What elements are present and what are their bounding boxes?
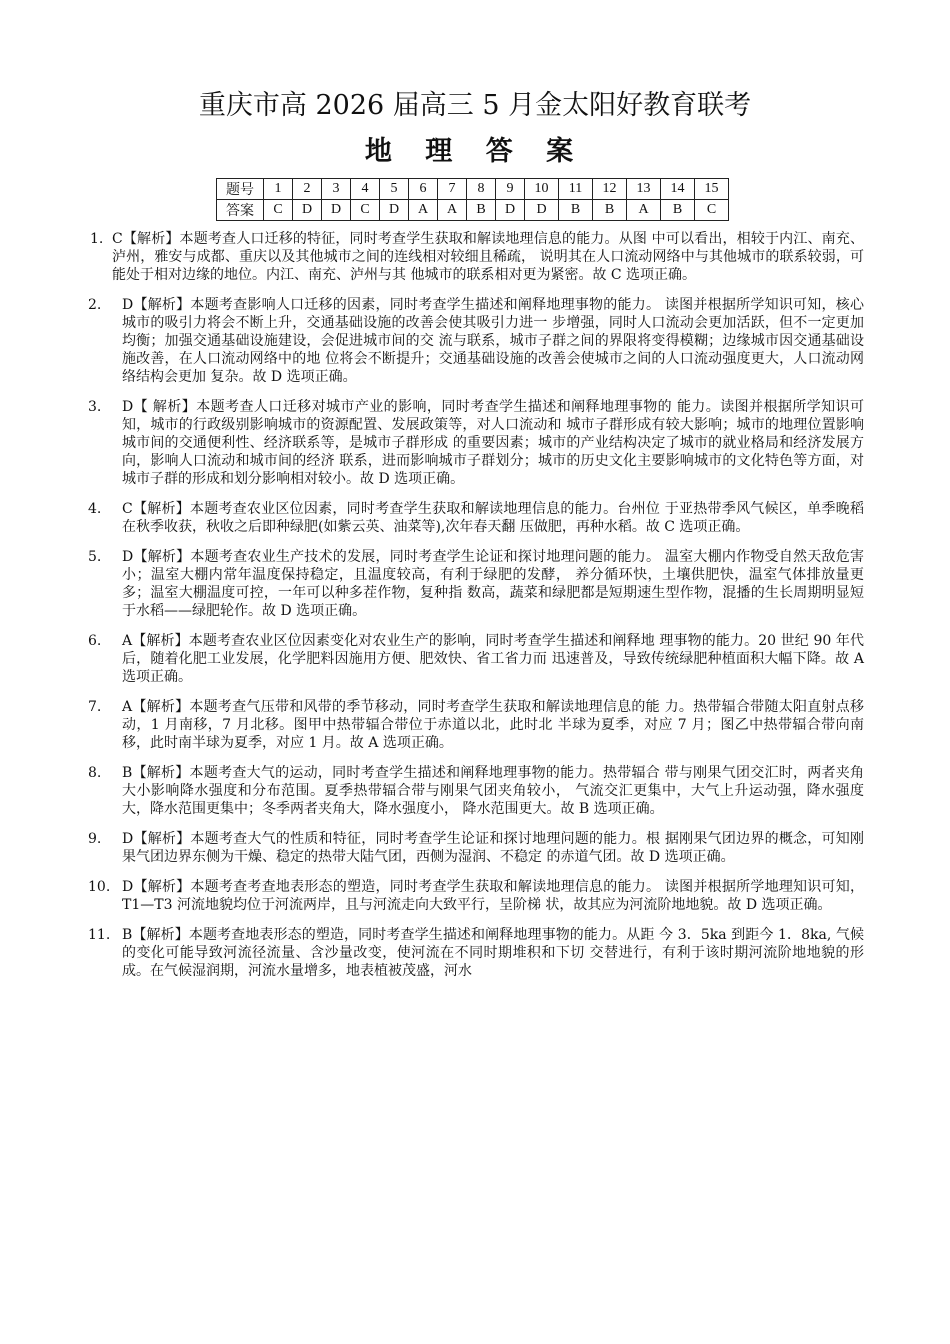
answer-cell: B bbox=[593, 200, 627, 221]
item-number: 2. bbox=[88, 297, 102, 313]
answer-cell: D bbox=[525, 200, 559, 221]
number-cell: 7 bbox=[438, 179, 467, 200]
item-text: C【解析】本题考查人口迁移的特征，同时考查学生获取和解读地理信息的能力。从图 中可以看出，相较于内江、南充、泸州，雅安与成都、重庆以及其他城市之间的连线相对较细且稀疏， 说明其在人口流动网络中与其他城市的联系较弱，可能处于相对边缘的地位。内江、南充、泸州与其 他城市的联系相对更为紧密。故 C 选项正确。 bbox=[112, 231, 864, 283]
item-text: C【解析】本题考查农业区位因素，同时考查学生获取和解读地理信息的能力。台州位 于亚热带季风气候区，单季晚稻在秋季收获，秋收之后即种绿肥(如紫云英、油菜等),次年春天翻 压做肥，再种水稻。故 C 选项正确。 bbox=[122, 501, 864, 535]
item-number: 1. bbox=[90, 231, 104, 247]
answer-cell: B bbox=[559, 200, 593, 221]
answer-cell: C bbox=[264, 200, 293, 221]
answer-cell: D bbox=[496, 200, 525, 221]
answer-cell: D bbox=[322, 200, 351, 221]
answer-table-number-row bbox=[217, 179, 729, 200]
document-title: 重庆市高 2026 届高三 5 月金太阳好教育联考 bbox=[198, 90, 752, 121]
item-text: D【解析】本题考查农业生产技术的发展，同时考查学生论证和探讨地理问题的能力。 温室大棚内作物受自然天敌危害小；温室大棚内常年温度保持稳定，且温度较高，有利于绿肥的发酵， 养分循环快，土壤供肥快，温室气体排放量更多；温室大棚温度可控，一年可以种多茬作物，复种指 数高，蔬菜和绿肥都是短期速生型作物，混播的生长周期明显短于水稻——绿肥轮作。故 D 选项正确。 bbox=[122, 549, 864, 619]
item-number: 8. bbox=[88, 765, 102, 781]
answer-table bbox=[216, 178, 729, 221]
number-cell: 15 bbox=[695, 179, 729, 200]
number-cell: 14 bbox=[661, 179, 695, 200]
answer-cell: D bbox=[380, 200, 409, 221]
explanation-item bbox=[84, 830, 864, 866]
answer-cell: A bbox=[627, 200, 661, 221]
answer-cell: B bbox=[661, 200, 695, 221]
number-cell: 8 bbox=[467, 179, 496, 200]
answer-row-label: 答案 bbox=[217, 200, 264, 221]
item-number: 4. bbox=[88, 501, 102, 517]
explanation-item bbox=[84, 632, 864, 686]
answer-table-answer-row bbox=[217, 200, 729, 221]
explanation-item bbox=[84, 698, 864, 752]
explanation-item bbox=[84, 296, 864, 386]
number-cell: 12 bbox=[593, 179, 627, 200]
number-row-label: 题号 bbox=[217, 179, 264, 200]
item-number: 3. bbox=[88, 399, 102, 415]
item-text: A【解析】本题考查农业区位因素变化对农业生产的影响，同时考查学生描述和阐释地 理事物的能力。20 世纪 90 年代后，随着化肥工业发展，化学肥料因施用方便、肥效快、省工省力而 迅速普及，导致传统绿肥种植面积大幅下降。故 A 选项正确。 bbox=[122, 633, 864, 685]
explanation-item bbox=[84, 764, 864, 818]
answer-cell: D bbox=[293, 200, 322, 221]
number-cell: 13 bbox=[627, 179, 661, 200]
explanation-item bbox=[84, 500, 864, 536]
explanation-item bbox=[84, 230, 864, 284]
number-cell: 3 bbox=[322, 179, 351, 200]
number-cell: 10 bbox=[525, 179, 559, 200]
item-number: 5. bbox=[88, 549, 102, 565]
item-number: 10. bbox=[88, 879, 111, 895]
item-text: B【解析】本题考查大气的运动，同时考查学生描述和阐释地理事物的能力。热带辐合 带与刚果气团交汇时，两者夹角大小影响降水强度和分布范围。夏季热带辐合带与刚果气团夹角较小， 气流交汇更集中，大气上升运动强，降水强度大，降水范围更集中；冬季两者夹角大，降水强度小， 降水范围更大。故 B 选项正确。 bbox=[122, 765, 864, 817]
explanation-item bbox=[84, 878, 864, 914]
answer-cell: A bbox=[438, 200, 467, 221]
number-cell: 9 bbox=[496, 179, 525, 200]
item-text: D【解析】本题考查影响人口迁移的因素，同时考查学生描述和阐释地理事物的能力。 读图并根据所学知识可知，核心城市的吸引力将会不断上升，交通基础设施的改善会使其吸引力进一 步增强，同时人口流动会更加活跃，但不一定更加均衡；加强交通基础设施建设，会促进城市间的交 流与联系，城市子群之间的界限将变得模糊；边缘城市因交通基础设施改善，在人口流动网络中的地 位将会不断提升；交通基础设施的改善会使城市之间的人口流动强度更大，人口流动网络结构会更加 复杂。故 D 选项正确。 bbox=[122, 297, 864, 385]
document-subtitle: 地 理 答 案 bbox=[364, 136, 586, 167]
answer-cell: B bbox=[467, 200, 496, 221]
explanation-item bbox=[84, 548, 864, 620]
item-text: D【解析】本题考查考查地表形态的塑造，同时考查学生获取和解读地理信息的能力。 读图并根据所学地理知识可知，T1—T3 河流地貌均位于河流两岸，且与河流走向大致平行，呈阶梯 状，故其应为河流阶地地貌。故 D 选项正确。 bbox=[122, 879, 864, 913]
number-cell: 6 bbox=[409, 179, 438, 200]
item-number: 9. bbox=[88, 831, 102, 847]
item-text: D【解析】本题考查大气的性质和特征，同时考查学生论证和探讨地理问题的能力。根 据刚果气团边界的概念，可知刚果气团边界东侧为干燥、稳定的热带大陆气团，西侧为湿润、不稳定 的赤道气团。故 D 选项正确。 bbox=[122, 831, 864, 865]
explanation-item bbox=[84, 926, 864, 980]
number-cell: 1 bbox=[264, 179, 293, 200]
answer-cell: A bbox=[409, 200, 438, 221]
item-number: 11. bbox=[88, 927, 111, 943]
item-number: 7. bbox=[88, 699, 102, 715]
answer-cell: C bbox=[695, 200, 729, 221]
explanation-item bbox=[84, 398, 864, 488]
number-cell: 4 bbox=[351, 179, 380, 200]
item-text: B【解析】本题考查地表形态的塑造，同时考查学生描述和阐释地理事物的能力。从距 今 3．5ka 到距今 1．8ka, 气候的变化可能导致河流径流量、含沙量改变，使河流在不同时期堆积和下切 交替进行，有利于该时期河流阶地地貌的形成。在气候湿润期，河流水量增多，地表植被茂盛，河水 bbox=[122, 927, 864, 979]
item-text: A【解析】本题考查气压带和风带的季节移动，同时考查学生获取和解读地理信息的能 力。热带辐合带随太阳直射点移动，1 月南移，7 月北移。图甲中热带辐合带位于赤道以北，此时北 半球为夏季，对应 7 月；图乙中热带辐合带向南移，此时南半球为夏季，对应 1 月。故 A 选项正确。 bbox=[122, 699, 864, 751]
number-cell: 5 bbox=[380, 179, 409, 200]
item-number: 6. bbox=[88, 633, 102, 649]
explanation-list bbox=[84, 230, 864, 992]
number-cell: 11 bbox=[559, 179, 593, 200]
answer-cell: C bbox=[351, 200, 380, 221]
number-cell: 2 bbox=[293, 179, 322, 200]
item-text: D【 解析】本题考查人口迁移对城市产业的影响，同时考查学生描述和阐释地理事物的 能力。读图并根据所学知识可知，城市的行政级别影响城市的资源配置、发展政策等，对人口流动和 城市子群形成有较大影响；城市的地理位置影响城市间的交通便利性、经济联系等，是城市子群形成 的重要因素；城市的产业结构决定了城市的就业格局和经济发展方向，影响人口流动和城市间的经济 联系，进而影响城市子群划分；城市的历史文化主要影响城市的文化特色等方面，对城市子群的形成和划分影响相对较小。故 D 选项正确。 bbox=[122, 399, 864, 487]
